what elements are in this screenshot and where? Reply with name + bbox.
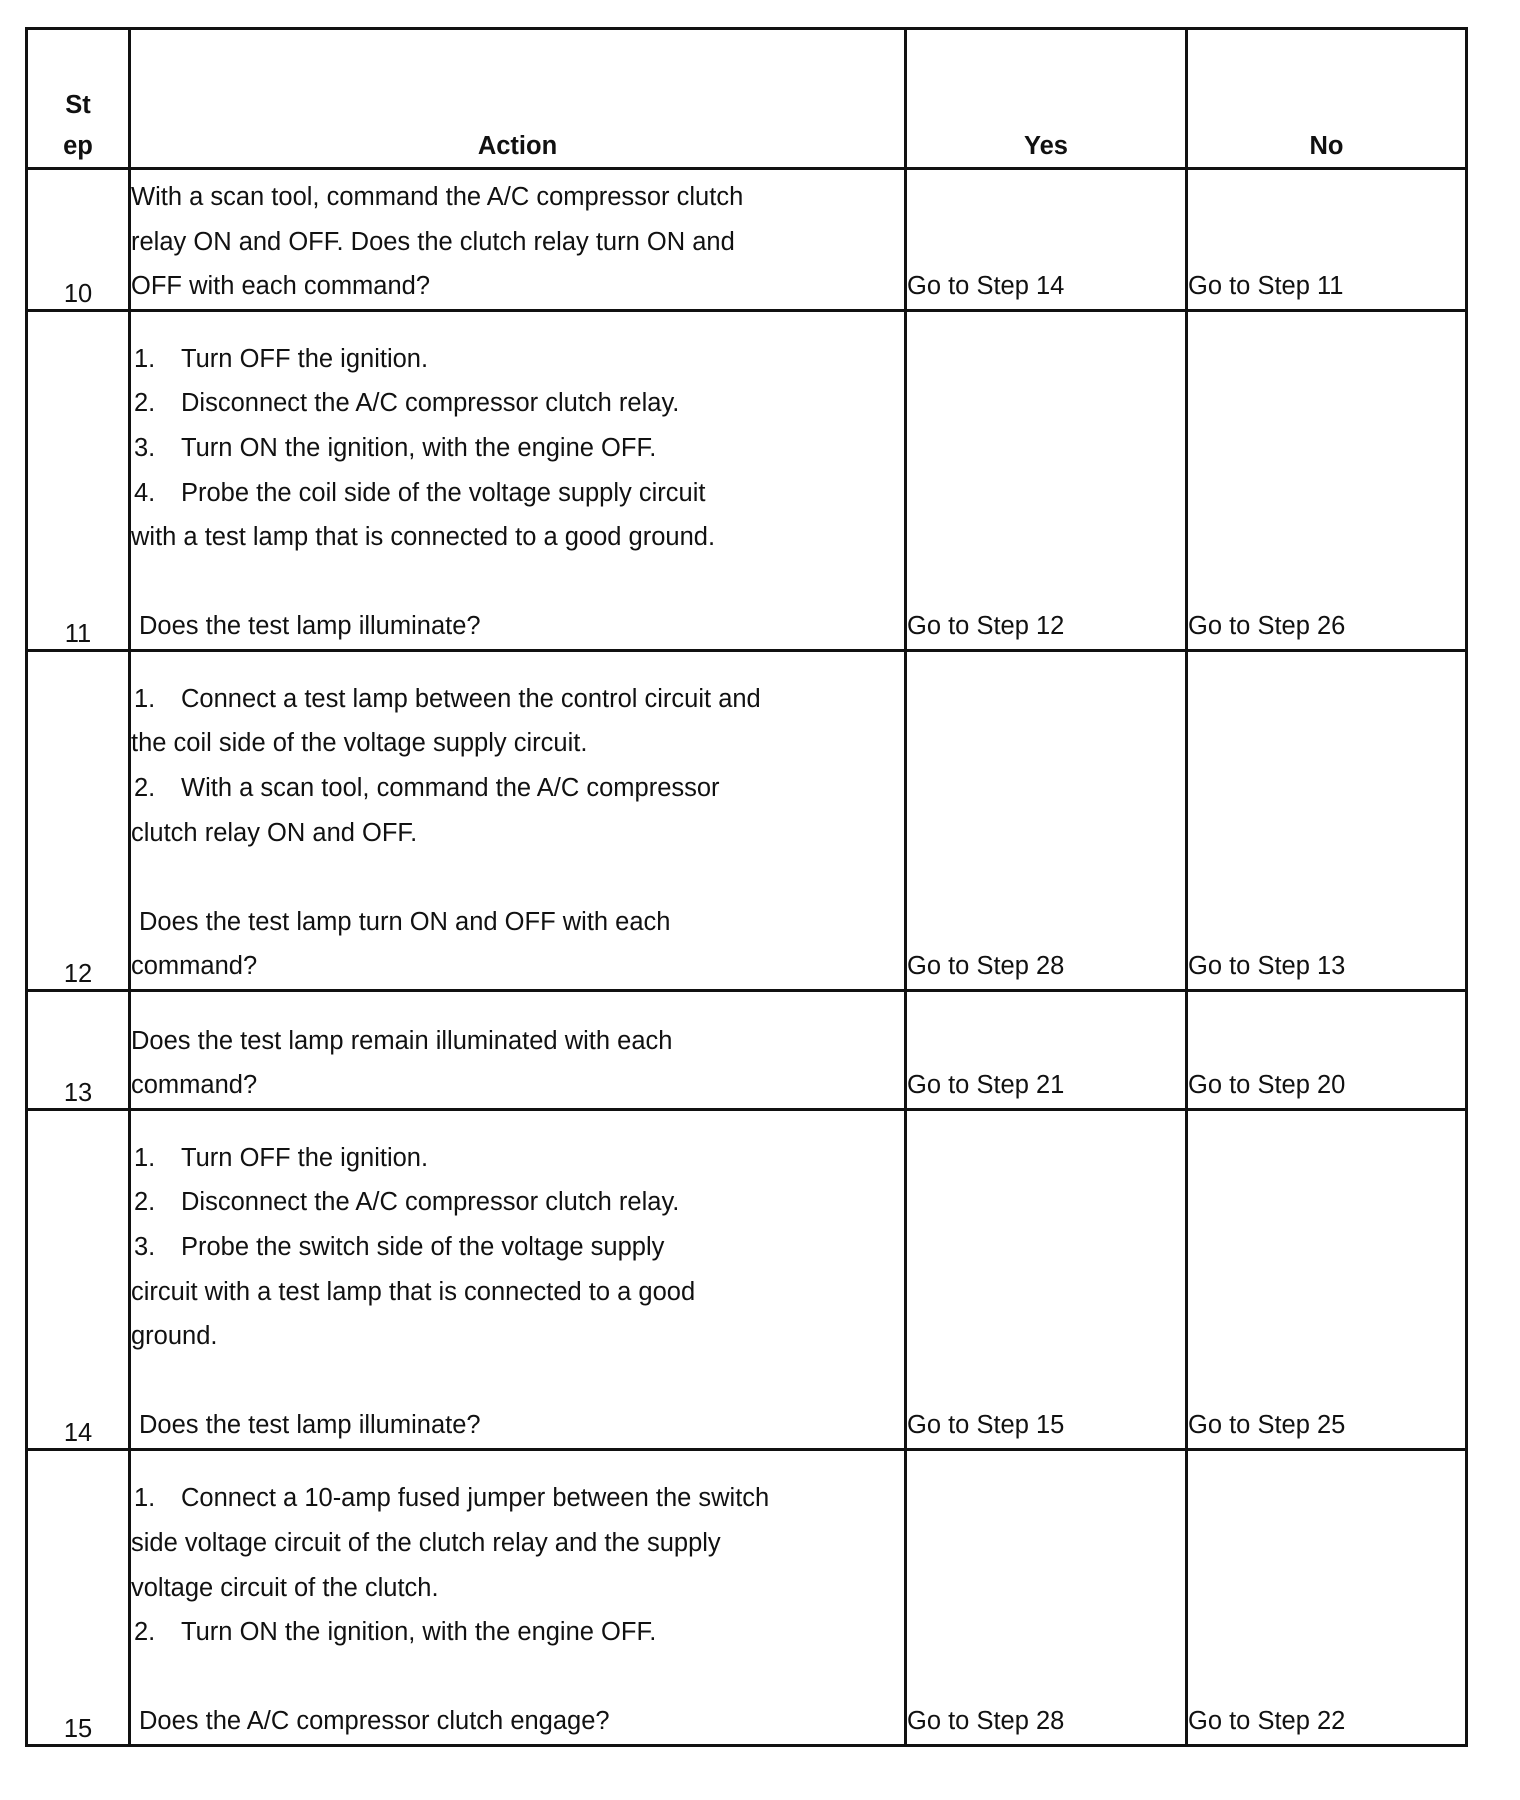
action-line: clutch relay ON and OFF. (131, 818, 418, 847)
diagnostic-table (25, 27, 1468, 1747)
list-text: Turn OFF the ignition. (181, 344, 429, 373)
header-row (27, 29, 1467, 169)
list-item (131, 766, 904, 811)
no-result: Go to Step 20 (1187, 991, 1467, 1110)
yes-result: Go to Step 28 (906, 651, 1187, 991)
list-item (131, 1225, 904, 1270)
yes-result: Go to Step 21 (906, 991, 1187, 1110)
step-number: 12 (27, 651, 130, 991)
table-row (27, 169, 1467, 311)
action-line: command? (131, 1071, 258, 1100)
no-result: Go to Step 25 (1187, 1110, 1467, 1450)
list-text: Turn OFF the ignition. (181, 1143, 429, 1172)
list-item (131, 677, 904, 722)
step-number: 14 (27, 1110, 130, 1450)
yes-result: Go to Step 15 (906, 1110, 1187, 1450)
header-yes: Yes (906, 29, 1187, 169)
question: command? (131, 952, 258, 981)
list-number: 1. (134, 1143, 156, 1172)
action-line: voltage circuit of the clutch. (131, 1573, 439, 1602)
spacer (131, 1359, 904, 1404)
table-row (27, 1450, 1467, 1746)
list-number: 1. (134, 684, 156, 713)
step-number: 10 (27, 169, 130, 311)
list-item (131, 381, 904, 426)
list-number: 2. (134, 1188, 156, 1217)
list-item (131, 1610, 904, 1655)
action-cell (130, 169, 906, 311)
action-line: side voltage circuit of the clutch relay and the supply (131, 1529, 721, 1558)
list-item (131, 426, 904, 471)
header-action: Action (130, 29, 906, 169)
header-no: No (1187, 29, 1467, 169)
step-number: 11 (27, 311, 130, 651)
list-item (131, 1136, 904, 1181)
yes-result: Go to Step 14 (906, 169, 1187, 311)
action-cell (130, 991, 906, 1110)
list-text: Turn ON the ignition, with the engine OFF. (181, 1618, 657, 1647)
action-line: ground. (131, 1322, 218, 1351)
list-number: 3. (134, 434, 156, 463)
list-number: 1. (134, 344, 156, 373)
list-text: Connect a test lamp between the control circuit and (181, 684, 761, 713)
header-step-line2: ep (63, 132, 93, 160)
question: Does the test lamp turn ON and OFF with each (139, 907, 671, 936)
no-result: Go to Step 22 (1187, 1450, 1467, 1746)
spacer (131, 560, 904, 605)
question: Does the test lamp illuminate? (139, 612, 481, 641)
action-line: circuit with a test lamp that is connected to a good (131, 1277, 696, 1306)
step-number: 13 (27, 991, 130, 1110)
action-cell (130, 1450, 906, 1746)
list-number: 1. (134, 1484, 156, 1513)
action-cell (130, 651, 906, 991)
list-text: Turn ON the ignition, with the engine OFF. (181, 434, 657, 463)
action-line: With a scan tool, command the A/C compressor clutch (131, 183, 744, 212)
table-row (27, 311, 1467, 651)
list-number: 3. (134, 1233, 156, 1262)
list-number: 2. (134, 389, 156, 418)
list-number: 2. (134, 1618, 156, 1647)
action-cell (130, 311, 906, 651)
question: Does the A/C compressor clutch engage? (139, 1707, 610, 1736)
step-number: 15 (27, 1450, 130, 1746)
no-result: Go to Step 13 (1187, 651, 1467, 991)
no-result: Go to Step 26 (1187, 311, 1467, 651)
spacer (131, 855, 904, 900)
yes-result: Go to Step 28 (906, 1450, 1187, 1746)
list-item (131, 471, 904, 516)
no-result: Go to Step 11 (1187, 169, 1467, 311)
action-line: OFF with each command? (131, 272, 431, 301)
header-step-line1: St (65, 91, 91, 119)
header-step (27, 29, 130, 169)
list-item (131, 337, 904, 382)
table-row (27, 1110, 1467, 1450)
action-line: relay ON and OFF. Does the clutch relay turn ON and (131, 227, 735, 256)
spacer (131, 1655, 904, 1700)
list-text: Probe the coil side of the voltage supply circuit (181, 478, 706, 507)
action-line: with a test lamp that is connected to a good ground. (131, 523, 716, 552)
yes-result: Go to Step 12 (906, 311, 1187, 651)
table-row (27, 991, 1467, 1110)
list-text: Connect a 10-amp fused jumper between the switch (181, 1484, 770, 1513)
list-text: Disconnect the A/C compressor clutch relay. (181, 1188, 680, 1217)
question: Does the test lamp illuminate? (139, 1411, 481, 1440)
table-row (27, 651, 1467, 991)
list-item (131, 1476, 904, 1521)
list-number: 2. (134, 774, 156, 803)
action-line: the coil side of the voltage supply circuit. (131, 729, 588, 758)
list-item (131, 1180, 904, 1225)
action-line: Does the test lamp remain illuminated with each (131, 1026, 673, 1055)
list-text: With a scan tool, command the A/C compressor (181, 774, 720, 803)
list-text: Disconnect the A/C compressor clutch relay. (181, 389, 680, 418)
action-cell (130, 1110, 906, 1450)
list-number: 4. (134, 478, 156, 507)
list-text: Probe the switch side of the voltage supply (181, 1233, 665, 1262)
